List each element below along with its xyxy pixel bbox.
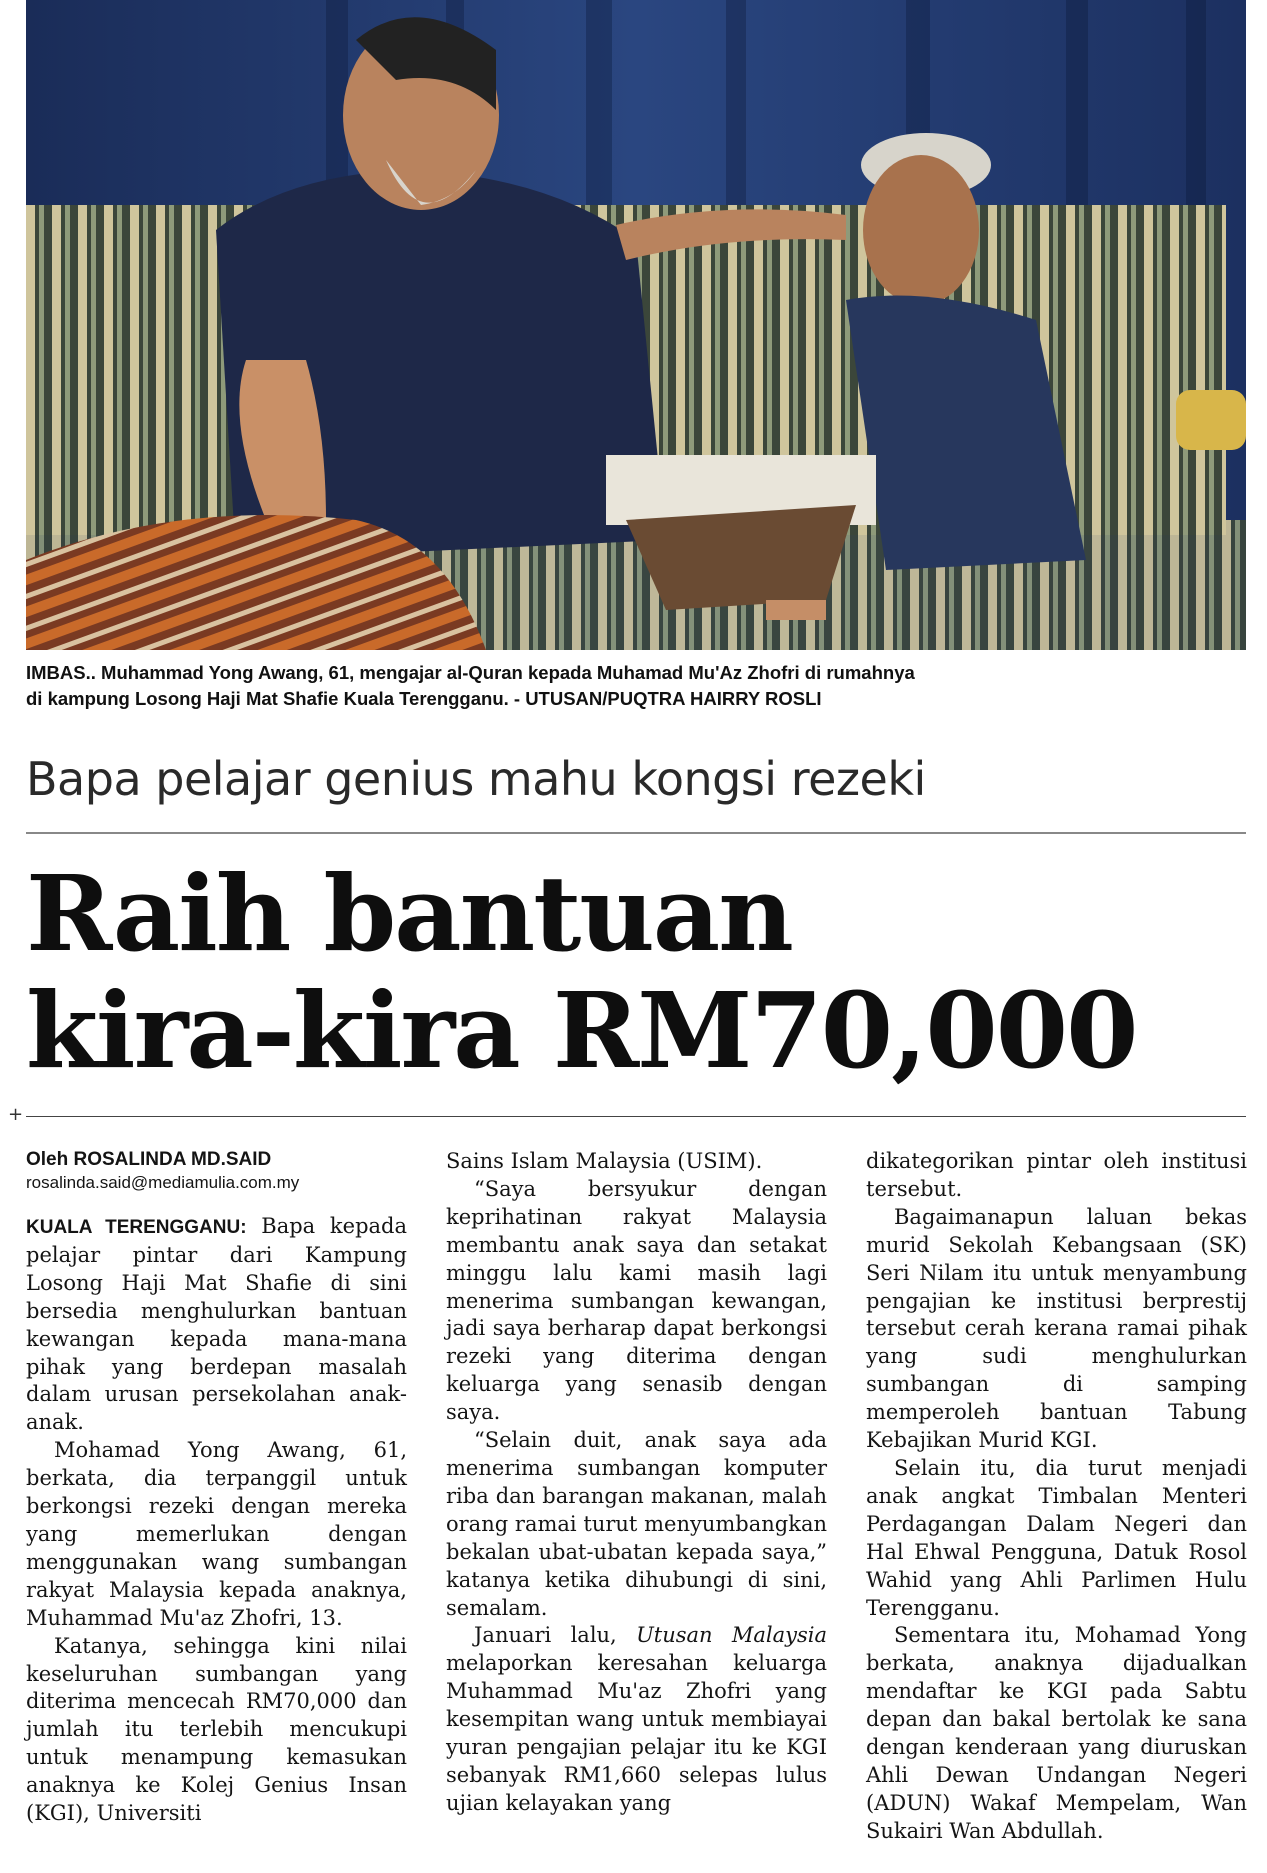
divider	[26, 1116, 1246, 1117]
byline-email: rosalinda.said@mediamulia.com.my	[26, 1173, 300, 1192]
article-paragraph: Mohamad Yong Awang, 61, berkata, dia terpanggil untuk berkongsi rezeki dengan mereka yang memerlukan dengan menggunakan wang sumbangan rakyat Malaysia kepada anaknya, Muhammad Mu'az Zhofri, 13.	[26, 1438, 407, 1630]
news-photo	[26, 0, 1246, 650]
kicker-subheadline: Bapa pelajar genius mahu kongsi rezeki	[26, 752, 926, 806]
headline-line-2: kira-kira RM70,000	[26, 969, 1137, 1092]
headline-line-1: Raih bantuan	[26, 852, 792, 975]
article-paragraph	[26, 1213, 407, 1437]
article-paragraph: Sains Islam Malaysia (USIM).	[446, 1149, 763, 1173]
paragraph-text: Januari lalu,	[474, 1623, 637, 1648]
caption-line-2: di kampung Losong Haji Mat Shafie Kuala Terengganu. - UTUSAN/PUQTRA HAIRRY ROSLI	[26, 688, 822, 709]
article-paragraph: Sementara itu, Mohamad Yong berkata, anaknya dijadualkan mendaftar ke KGI pada Sabtu depan dan bakal bertolak ke sana dengan kenderaan yang diuruskan Ahli Dewan Undangan Negeri (ADUN) Wakaf Mempelam, Wan Sukairi Wan Abdullah.	[866, 1623, 1247, 1843]
article-paragraph: dikategorikan pintar oleh institusi tersebut.	[866, 1149, 1247, 1201]
article-paragraph: “Selain duit, anak saya ada menerima sumbangan komputer riba dan barangan makanan, malah orang ramai turut menyumbangkan bekalan ubat-ubatan kepada saya,” katanya ketika dihubungi di sini, semalam.	[446, 1428, 827, 1620]
paragraph-text: Bapa kepada pelajar pintar dari Kampung Losong Haji Mat Shafie di sini bersedia menghulurkan bantuan kewangan kepada mana-mana pihak yang berdepan masalah dalam urusan persekolahan anak-anak.	[26, 1214, 407, 1435]
photo-teacher-student-icon	[26, 0, 1246, 650]
article-paragraph	[446, 1622, 827, 1817]
article-paragraph: “Saya bersyukur dengan keprihatinan rakyat Malaysia membantu anak saya dan setakat minggu lalu kami masih lagi menerima sumbangan kewangan, jadi saya berharap dapat berkongsi rezeki yang diterima dengan keluarga yang senasib dengan saya.	[446, 1176, 827, 1425]
dateline: KUALA TERENGGANU:	[26, 1217, 247, 1238]
headline	[26, 852, 1246, 1092]
article-paragraph: Selain itu, dia turut menjadi anak angkat Timbalan Menteri Perdagangan Dalam Negeri dan Hal Ehwal Pengguna, Datuk Rosol Wahid yang Ahli Parlimen Hulu Terengganu.	[866, 1455, 1247, 1620]
article-column-2	[446, 1148, 827, 1818]
byline-author: Oleh ROSALINDA MD.SAID	[26, 1149, 272, 1170]
article-column-3	[866, 1148, 1247, 1846]
publication-name: Utusan Malaysia	[636, 1623, 827, 1648]
article-column-1	[26, 1148, 407, 1828]
paragraph-text: melaporkan keresahan keluarga Muhammad Mu'az Zhofri yang kesempitan wang untuk membiayai yuran pengajian pelajar itu ke KGI sebanyak RM1,660 selepas lulus ujian kelayakan yang	[446, 1651, 827, 1815]
caption-line-1: IMBAS.. Muhammad Yong Awang, 61, mengajar al-Quran kepada Muhamad Mu'Az Zhofri di rumahnya	[26, 662, 915, 683]
article-paragraph: Bagaimanapun laluan bekas murid Sekolah Kebangsaan (SK) Seri Nilam itu untuk menyambung pengajian ke institusi berprestij tersebut cerah kerana ramai pihak yang sudi menghulurkan sumbangan di samping memperoleh bantuan Tabung Kebajikan Murid KGI.	[866, 1204, 1247, 1453]
article-paragraph: Katanya, sehingga kini nilai keseluruhan sumbangan yang diterima mencecah RM70,000 dan jumlah itu terlebih mencukupi untuk menampung kemasukan anaknya ke Kolej Genius Insan (KGI), Universiti	[26, 1633, 407, 1826]
divider	[26, 832, 1246, 834]
photo-caption	[26, 660, 1246, 712]
crop-mark-icon: +	[8, 1104, 24, 1125]
